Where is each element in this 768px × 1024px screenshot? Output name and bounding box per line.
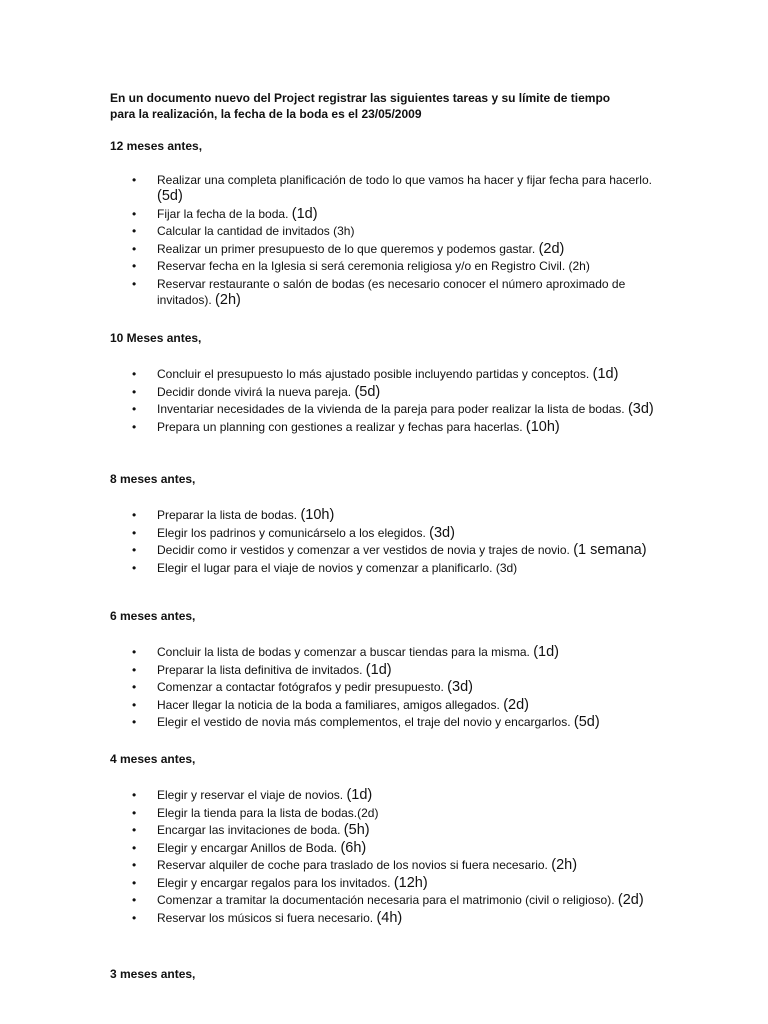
list-item — [110, 401, 670, 417]
bullet-icon: • — [132, 858, 137, 872]
bullet-icon: • — [132, 662, 137, 677]
task-duration: (2d) — [503, 696, 529, 713]
bullet-icon: • — [132, 173, 137, 187]
task-text: Decidir como ir vestidos y comenzar a ver vestidos de novia y trajes de novio. — [157, 543, 570, 557]
task-text: Elegir y reservar el viaje de novios. — [157, 788, 344, 802]
task-duration: (2d) — [538, 240, 565, 257]
task-text: Reservar alquiler de coche para traslado de los novios si fuera necesario. — [157, 858, 548, 872]
task-duration: (4h) — [376, 909, 403, 926]
task-list — [110, 644, 670, 732]
section-heading: 3 meses antes, — [110, 967, 196, 981]
bullet-icon: • — [132, 384, 137, 399]
task-duration: (2d) — [617, 892, 644, 908]
task-text: Calcular la cantidad de invitados (3h) — [157, 224, 355, 238]
list-item — [110, 384, 670, 400]
task-text: Elegir el vestido de novia más complementos, el traje del novio y encargarlos. — [157, 715, 571, 729]
bullet-icon: • — [132, 206, 137, 221]
task-duration: (3d) — [447, 679, 473, 695]
bullet-icon: • — [132, 715, 137, 729]
task-text: Concluir el presupuesto lo más ajustado posible incluyendo partidas y conceptos. — [157, 367, 590, 381]
list-item — [110, 241, 670, 257]
list-item — [110, 258, 670, 274]
task-duration: (3d) — [627, 401, 654, 417]
list-item — [110, 542, 670, 558]
task-text: Elegir y encargar regalos para los invitados. — [157, 875, 391, 890]
bullet-icon: • — [132, 525, 137, 540]
list-item — [110, 366, 670, 382]
task-text: Elegir y encargar Anillos de Boda. — [157, 840, 338, 855]
task-text: Concluir la lista de bodas y comenzar a buscar tiendas para la misma. — [157, 645, 530, 659]
section-heading: 12 meses antes, — [110, 139, 203, 153]
list-item — [110, 206, 670, 222]
task-text: Prepara un planning con gestiones a realizar y fechas para hacerlas. — [157, 419, 523, 434]
bullet-icon: • — [132, 788, 137, 802]
task-list — [110, 787, 670, 927]
task-text: Reservar los músicos si fuera necesario. — [157, 910, 374, 925]
bullet-icon: • — [132, 259, 137, 273]
section-heading: 10 Meses antes, — [110, 331, 202, 345]
task-text: Encargar las invitaciones de boda. — [157, 823, 341, 837]
bullet-icon: • — [132, 875, 137, 890]
list-item — [110, 822, 670, 838]
bullet-icon: • — [132, 680, 137, 694]
list-item — [110, 805, 670, 821]
section-heading: 4 meses antes, — [110, 752, 196, 766]
list-item — [110, 525, 670, 541]
task-text: Realizar una completa planificación de todo lo que vamos ha hacer y fijar fecha para hacerlo. — [157, 173, 652, 187]
task-duration: (5d) — [573, 714, 600, 730]
bullet-icon: • — [132, 543, 137, 557]
task-text: Comenzar a tramitar la documentación necesaria para el matrimonio (civil o religioso). — [157, 893, 615, 907]
task-duration: (5d) — [354, 383, 381, 400]
task-duration: (1d) — [592, 366, 619, 382]
list-item — [110, 679, 670, 695]
task-list — [110, 366, 670, 436]
intro-paragraph — [110, 90, 670, 122]
task-duration: (2h) — [215, 291, 241, 308]
task-text: Fijar la fecha de la boda. — [157, 206, 289, 221]
list-item — [110, 172, 670, 204]
section-heading: 8 meses antes, — [110, 472, 196, 486]
list-item — [110, 419, 670, 435]
bullet-icon: • — [132, 224, 137, 238]
task-duration: (10h) — [525, 418, 560, 435]
bullet-icon: • — [132, 241, 137, 256]
task-duration: (1d) — [365, 661, 392, 678]
task-duration: (10h) — [300, 507, 335, 523]
intro-line-1: En un documento nuevo del Project registrar las siguientes tareas y su límite de tiempo — [110, 91, 611, 105]
task-duration: (3d) — [429, 524, 455, 541]
task-list — [110, 507, 670, 577]
list-item — [110, 276, 670, 308]
list-item — [110, 840, 670, 856]
bullet-icon: • — [132, 823, 137, 837]
task-text: Comenzar a contactar fotógrafos y pedir presupuesto. — [157, 680, 444, 694]
task-duration: (5h) — [343, 822, 370, 838]
bullet-icon: • — [132, 508, 137, 522]
task-text: Elegir el lugar para el viaje de novios y comenzar a planificarlo. (3d) — [157, 560, 518, 575]
bullet-icon: • — [132, 910, 137, 925]
task-text: Preparar la lista definitiva de invitados. — [157, 662, 363, 677]
list-item — [110, 644, 670, 660]
list-item — [110, 857, 670, 873]
list-item — [110, 910, 670, 926]
list-item — [110, 507, 670, 523]
task-duration: (1d) — [291, 205, 318, 222]
list-item — [110, 714, 670, 730]
task-duration: (12h) — [393, 874, 428, 891]
bullet-icon: • — [132, 560, 137, 575]
task-duration: (1 semana) — [573, 542, 647, 558]
list-item — [110, 875, 670, 891]
list-item — [110, 892, 670, 908]
list-item — [110, 697, 670, 713]
bullet-icon: • — [132, 419, 137, 434]
task-duration: (1d) — [346, 787, 373, 803]
task-list — [110, 172, 670, 309]
bullet-icon: • — [132, 367, 137, 381]
bullet-icon: • — [132, 276, 137, 291]
task-duration: (6h) — [340, 839, 367, 856]
task-text: Inventariar necesidades de la vivienda de la pareja para poder realizar la lista de bodas. — [157, 402, 625, 416]
bullet-icon: • — [132, 697, 137, 712]
list-item — [110, 560, 670, 576]
bullet-icon: • — [132, 645, 137, 659]
section-heading: 6 meses antes, — [110, 609, 196, 623]
bullet-icon: • — [132, 840, 137, 855]
bullet-icon: • — [132, 805, 137, 820]
task-text: Hacer llegar la noticia de la boda a familiares, amigos allegados. — [157, 697, 500, 712]
intro-line-2: para la realización, la fecha de la boda es el 23/05/2009 — [110, 107, 422, 121]
task-text: Elegir la tienda para la lista de bodas.(2d) — [157, 805, 379, 820]
task-text: Decidir donde vivirá la nueva pareja. — [157, 384, 352, 399]
task-text: Elegir los padrinos y comunicárselo a los elegidos. — [157, 525, 426, 540]
task-duration: (2h) — [551, 857, 578, 873]
task-text: Reservar restaurante o salón de bodas (es necesario conocer el número aproximado de invitados). — [157, 276, 626, 307]
task-text: Realizar un primer presupuesto de lo que queremos y podemos gastar. — [157, 241, 536, 256]
bullet-icon: • — [132, 402, 137, 416]
task-text: Preparar la lista de bodas. — [157, 508, 298, 522]
list-item — [110, 223, 670, 239]
task-duration: (5d) — [157, 188, 183, 204]
list-item — [110, 787, 670, 803]
list-item — [110, 662, 670, 678]
bullet-icon: • — [132, 893, 137, 907]
task-duration: (1d) — [533, 644, 559, 660]
task-text: Reservar fecha en la Iglesia si será ceremonia religiosa y/o en Registro Civil. (2h) — [157, 259, 590, 273]
